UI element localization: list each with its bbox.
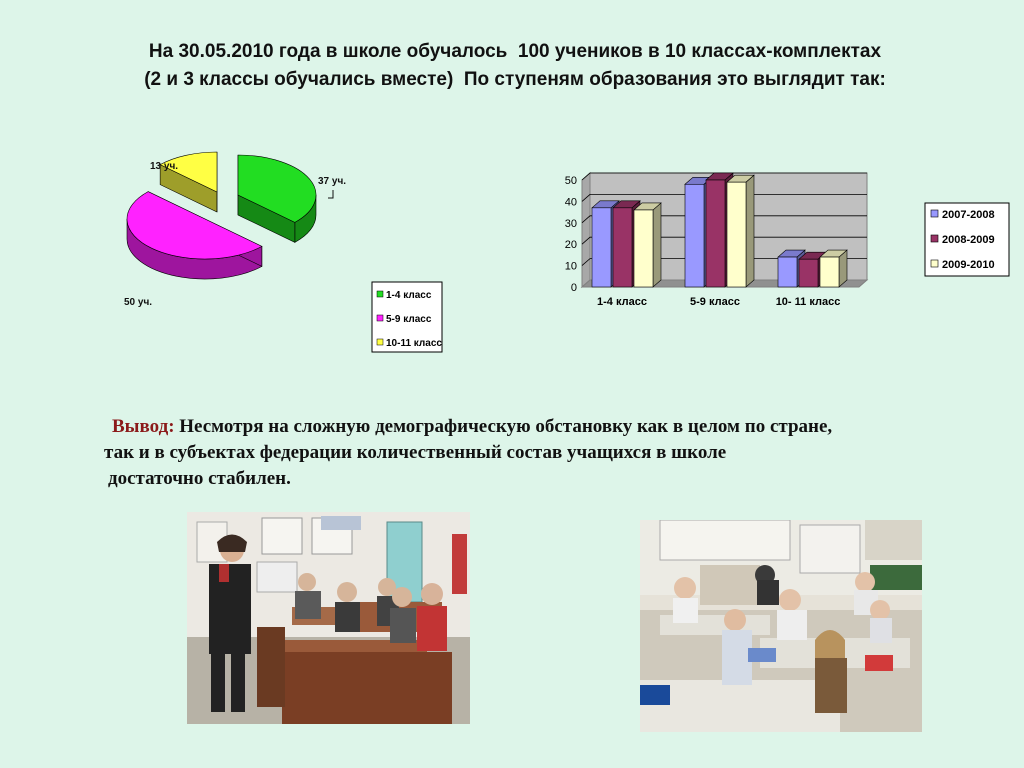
bar-ytick: 30 <box>564 217 577 230</box>
conclusion-text <box>104 414 1002 492</box>
bar-legend-label: 2008-2009 <box>942 234 995 246</box>
bar-legend-label: 2009-2010 <box>942 259 995 271</box>
pie-leader-line <box>328 190 333 198</box>
bar-1-0 <box>613 208 632 287</box>
bar-side <box>746 175 754 287</box>
bar-legend-swatch <box>931 260 938 267</box>
bar-1-1 <box>706 180 725 287</box>
bar-2-2 <box>820 257 839 287</box>
pie-legend-1-4: 1-4 класс <box>386 290 432 301</box>
bar-legend-label: 2007-2008 <box>942 209 995 221</box>
conclusion-line-1: Несмотря на сложную демографическую обстановку как в целом по стране, <box>179 416 833 437</box>
bar-1-2 <box>799 259 818 287</box>
bar-legend-swatch <box>931 235 938 242</box>
pie-legend-swatch-1 <box>377 291 383 297</box>
bar-category-label: 5-9 класс <box>690 296 740 308</box>
pie-legend-swatch-3 <box>377 339 383 345</box>
classroom-photo-pupils <box>640 520 922 732</box>
conclusion-line-2: так и в субъектах федерации количественный состав учащихся в школе <box>104 442 727 463</box>
slide-title <box>40 38 990 94</box>
bar-ytick: 40 <box>564 196 577 209</box>
bar-0-1 <box>685 184 704 287</box>
bar-category-label: 10- 11 класс <box>775 296 841 308</box>
pie-legend-10-11: 10-11 класс <box>386 338 442 349</box>
conclusion-line-3: достаточно стабилен. <box>108 468 291 489</box>
bar-ytick: 0 <box>570 282 577 294</box>
title-line-2: (2 и 3 классы обучались вместе) По ступеням образования это выглядит так: <box>144 69 886 90</box>
pie-label-1-4: 37 уч. <box>318 176 347 187</box>
bar-legend <box>925 203 1009 276</box>
pie-legend <box>372 282 442 352</box>
title-line-1: На 30.05.2010 года в школе обучалось 100 учеников в 10 классах-комплектах <box>148 41 882 62</box>
bar-side <box>653 203 661 287</box>
bar-2-1 <box>727 182 746 287</box>
pie-label-10-11: 13 уч. <box>150 161 179 172</box>
bar-category-label: 1-4 класс <box>597 296 647 308</box>
pie-chart <box>100 150 460 360</box>
bar-0-0 <box>592 208 611 287</box>
bar-chart <box>520 165 1015 315</box>
bar-2-0 <box>634 210 653 287</box>
bar-ytick: 10 <box>564 260 577 273</box>
bar-plot-side-wall <box>582 173 590 287</box>
conclusion-label: Вывод: <box>112 416 175 437</box>
pie-label-5-9: 50 уч. <box>124 297 153 308</box>
bar-ytick: 20 <box>564 239 577 252</box>
bar-legend-swatch <box>931 210 938 217</box>
bar-ytick: 50 <box>564 175 577 187</box>
bar-0-2 <box>778 257 797 287</box>
classroom-photo-teacher <box>187 512 470 724</box>
pie-legend-swatch-2 <box>377 315 383 321</box>
pie-legend-5-9: 5-9 класс <box>386 314 432 325</box>
